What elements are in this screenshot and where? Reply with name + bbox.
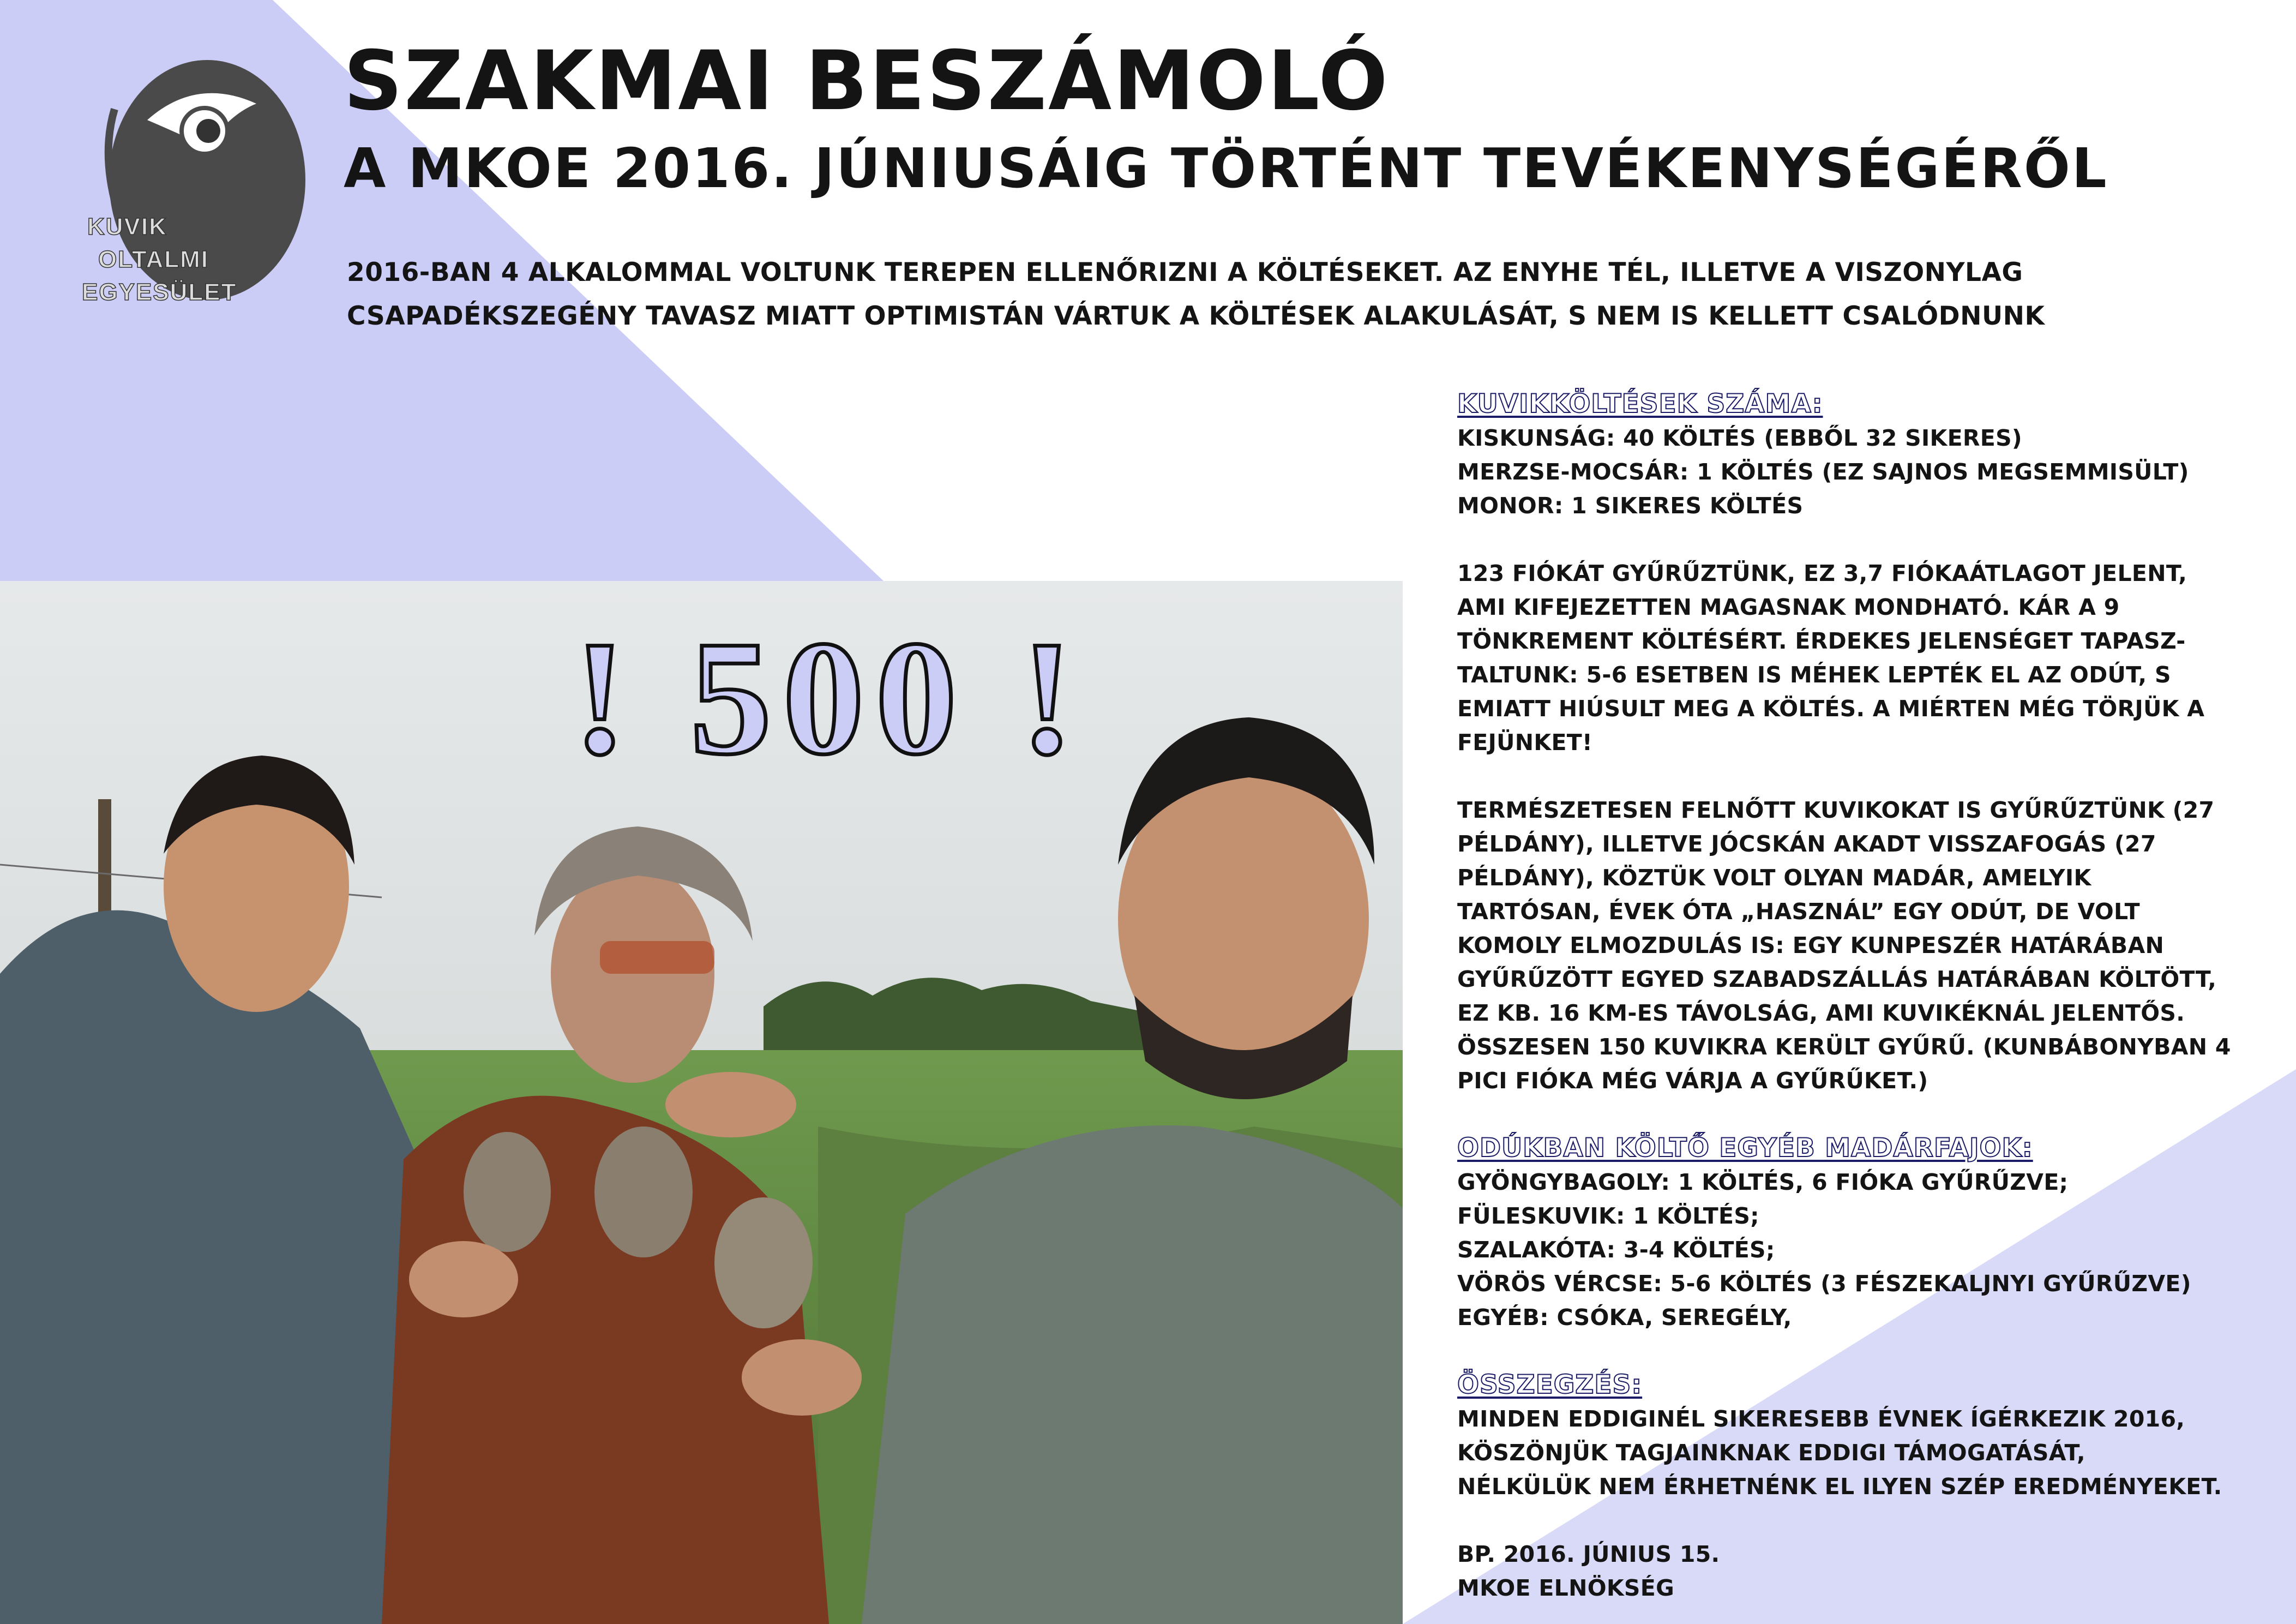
species-line: EGYÉB: CSÓKA, SEREGÉLY,: [1457, 1304, 1792, 1331]
badge-text: ! 500 !: [573, 616, 1085, 780]
para1-line: FEJÜNKET!: [1457, 729, 1593, 756]
kuvik-logo: [65, 44, 316, 327]
species-line: VÖRÖS VÉRCSE: 5-6 KÖLTÉS (3 FÉSZEKALJNYI GYŰRŰZVE): [1457, 1271, 2191, 1297]
summary-line: KÖSZÖNJÜK TAGJAINKNAK EDDIGI TÁMOGATÁSÁT,: [1457, 1440, 2085, 1466]
page-title: SZAKMAI BESZÁMOLÓ: [344, 34, 1390, 129]
species-line: FÜLESKUVIK: 1 KÖLTÉS;: [1457, 1203, 1759, 1229]
owlet: [464, 1132, 551, 1252]
para2-line: KOMOLY ELMOZDULÁS IS: EGY KUNPESZÉR HATÁRÁBAN: [1457, 932, 2165, 958]
section-heading-summary: ÖSSZEGZÉS:: [1457, 1370, 1643, 1400]
para1-line: TÖNKREMENT KÖLTÉSÉRT. ÉRDEKES JELENSÉGET TAPASZ-: [1457, 628, 2186, 654]
signature-date: BP. 2016. JÚNIUS 15.: [1457, 1541, 1720, 1567]
summary-line: NÉLKÜLÜK NEM ÉRHETNÉNK EL ILYEN SZÉP EREDMÉNYEKET.: [1457, 1473, 2222, 1500]
logo-text-line3: EGYESÜLET: [82, 279, 237, 305]
logo-text-line2: OLTALMI: [98, 246, 209, 273]
species-line: GYÖNGYBAGOLY: 1 KÖLTÉS, 6 FIÓKA GYŰRŰZVE;: [1457, 1169, 2069, 1195]
section-heading-other-species: ODÚKBAN KÖLTŐ EGYÉB MADÁRFAJOK:: [1457, 1133, 2033, 1163]
species-line: SZALAKÓTA: 3-4 KÖLTÉS;: [1457, 1237, 1775, 1263]
owlet: [714, 1197, 813, 1328]
para2-line: EZ KB. 16 KM-ES TÁVOLSÁG, AMI KUVIKÉKNÁL JELENTŐS.: [1457, 1000, 2185, 1026]
para2-line: PICI FIÓKA MÉG VÁRJA A GYŰRŰKET.): [1457, 1068, 1928, 1094]
para2-line: TERMÉSZETESEN FELNŐTT KUVIKOKAT IS GYŰRŰZTÜNK (27: [1457, 797, 2215, 823]
para1-line: 123 FIÓKÁT GYŰRŰZTÜNK, EZ 3,7 FIÓKAÁTLAGOT JELENT,: [1457, 560, 2187, 586]
intro-paragraph: [347, 251, 2267, 338]
para1-line: EMIATT HIÚSULT MEG A KÖLTÉS. A MIÉRTEN MÉG TÖRJÜK A: [1457, 696, 2205, 722]
para2-line: ÖSSZESEN 150 KUVIKRA KERÜLT GYŰRŰ. (KUNBÁBONYBAN 4: [1457, 1034, 2231, 1060]
intro-line: 2016-BAN 4 ALKALOMMAL VOLTUNK TEREPEN ELLENŐRIZNI A KÖLTÉSEKET. AZ ENYHE TÉL, ILLETVE A VISZONYLAG: [347, 257, 2023, 287]
para1-line: AMI KIFEJEZETTEN MAGASNAK MONDHATÓ. KÁR A 9: [1457, 594, 2120, 620]
page-subtitle: A MKOE 2016. JÚNIUSÁIG TÖRTÉNT TEVÉKENYSÉGÉRŐL: [344, 136, 2108, 200]
nests-line: KISKUNSÁG: 40 KÖLTÉS (EBBŐL 32 SIKERES): [1457, 425, 2022, 451]
logo-text-line1: KUVIK: [87, 213, 167, 240]
nests-line: MONOR: 1 SIKERES KÖLTÉS: [1457, 493, 1804, 519]
report-text-column: [1457, 387, 2264, 1605]
owlet: [594, 1126, 693, 1257]
intro-line: CSAPADÉKSZEGÉNY TAVASZ MIATT OPTIMISTÁN VÁRTUK A KÖLTÉSEK ALAKULÁSÁT, S NEM IS KELLETT CSALÓDNUNK: [347, 301, 2045, 331]
nests-line: MERZSE-MOCSÁR: 1 KÖLTÉS (EZ SAJNOS MEGSEMMISÜLT): [1457, 459, 2189, 485]
para2-line: TARTÓSAN, ÉVEK ÓTA „HASZNÁL” EGY ODÚT, DE VOLT: [1457, 898, 2140, 925]
section-heading-nests: KUVIKKÖLTÉSEK SZÁMA:: [1457, 389, 1823, 419]
500-badge: [513, 616, 1145, 780]
summary-line: MINDEN EDDIGINÉL SIKERESEBB ÉVNEK ÍGÉRKEZIK 2016,: [1457, 1406, 2185, 1432]
signature-org: MKOE ELNÖKSÉG: [1457, 1575, 1675, 1601]
para2-line: PÉLDÁNY), KÖZTÜK VOLT OLYAN MADÁR, AMELYIK: [1457, 865, 2091, 891]
para2-line: GYŰRŰZÖTT EGYED SZABADSZÁLLÁS HATÁRÁBAN KÖLTÖTT,: [1457, 966, 2217, 992]
para1-line: TALTUNK: 5-6 ESETBEN IS MÉHEK LEPTÉK EL AZ ODÚT, S: [1457, 662, 2171, 688]
person-right-sweater: [862, 1125, 1403, 1624]
para2-line: PÉLDÁNY), ILLETVE JÓCSKÁN AKADT VISSZAFOGÁS (27: [1457, 831, 2156, 857]
